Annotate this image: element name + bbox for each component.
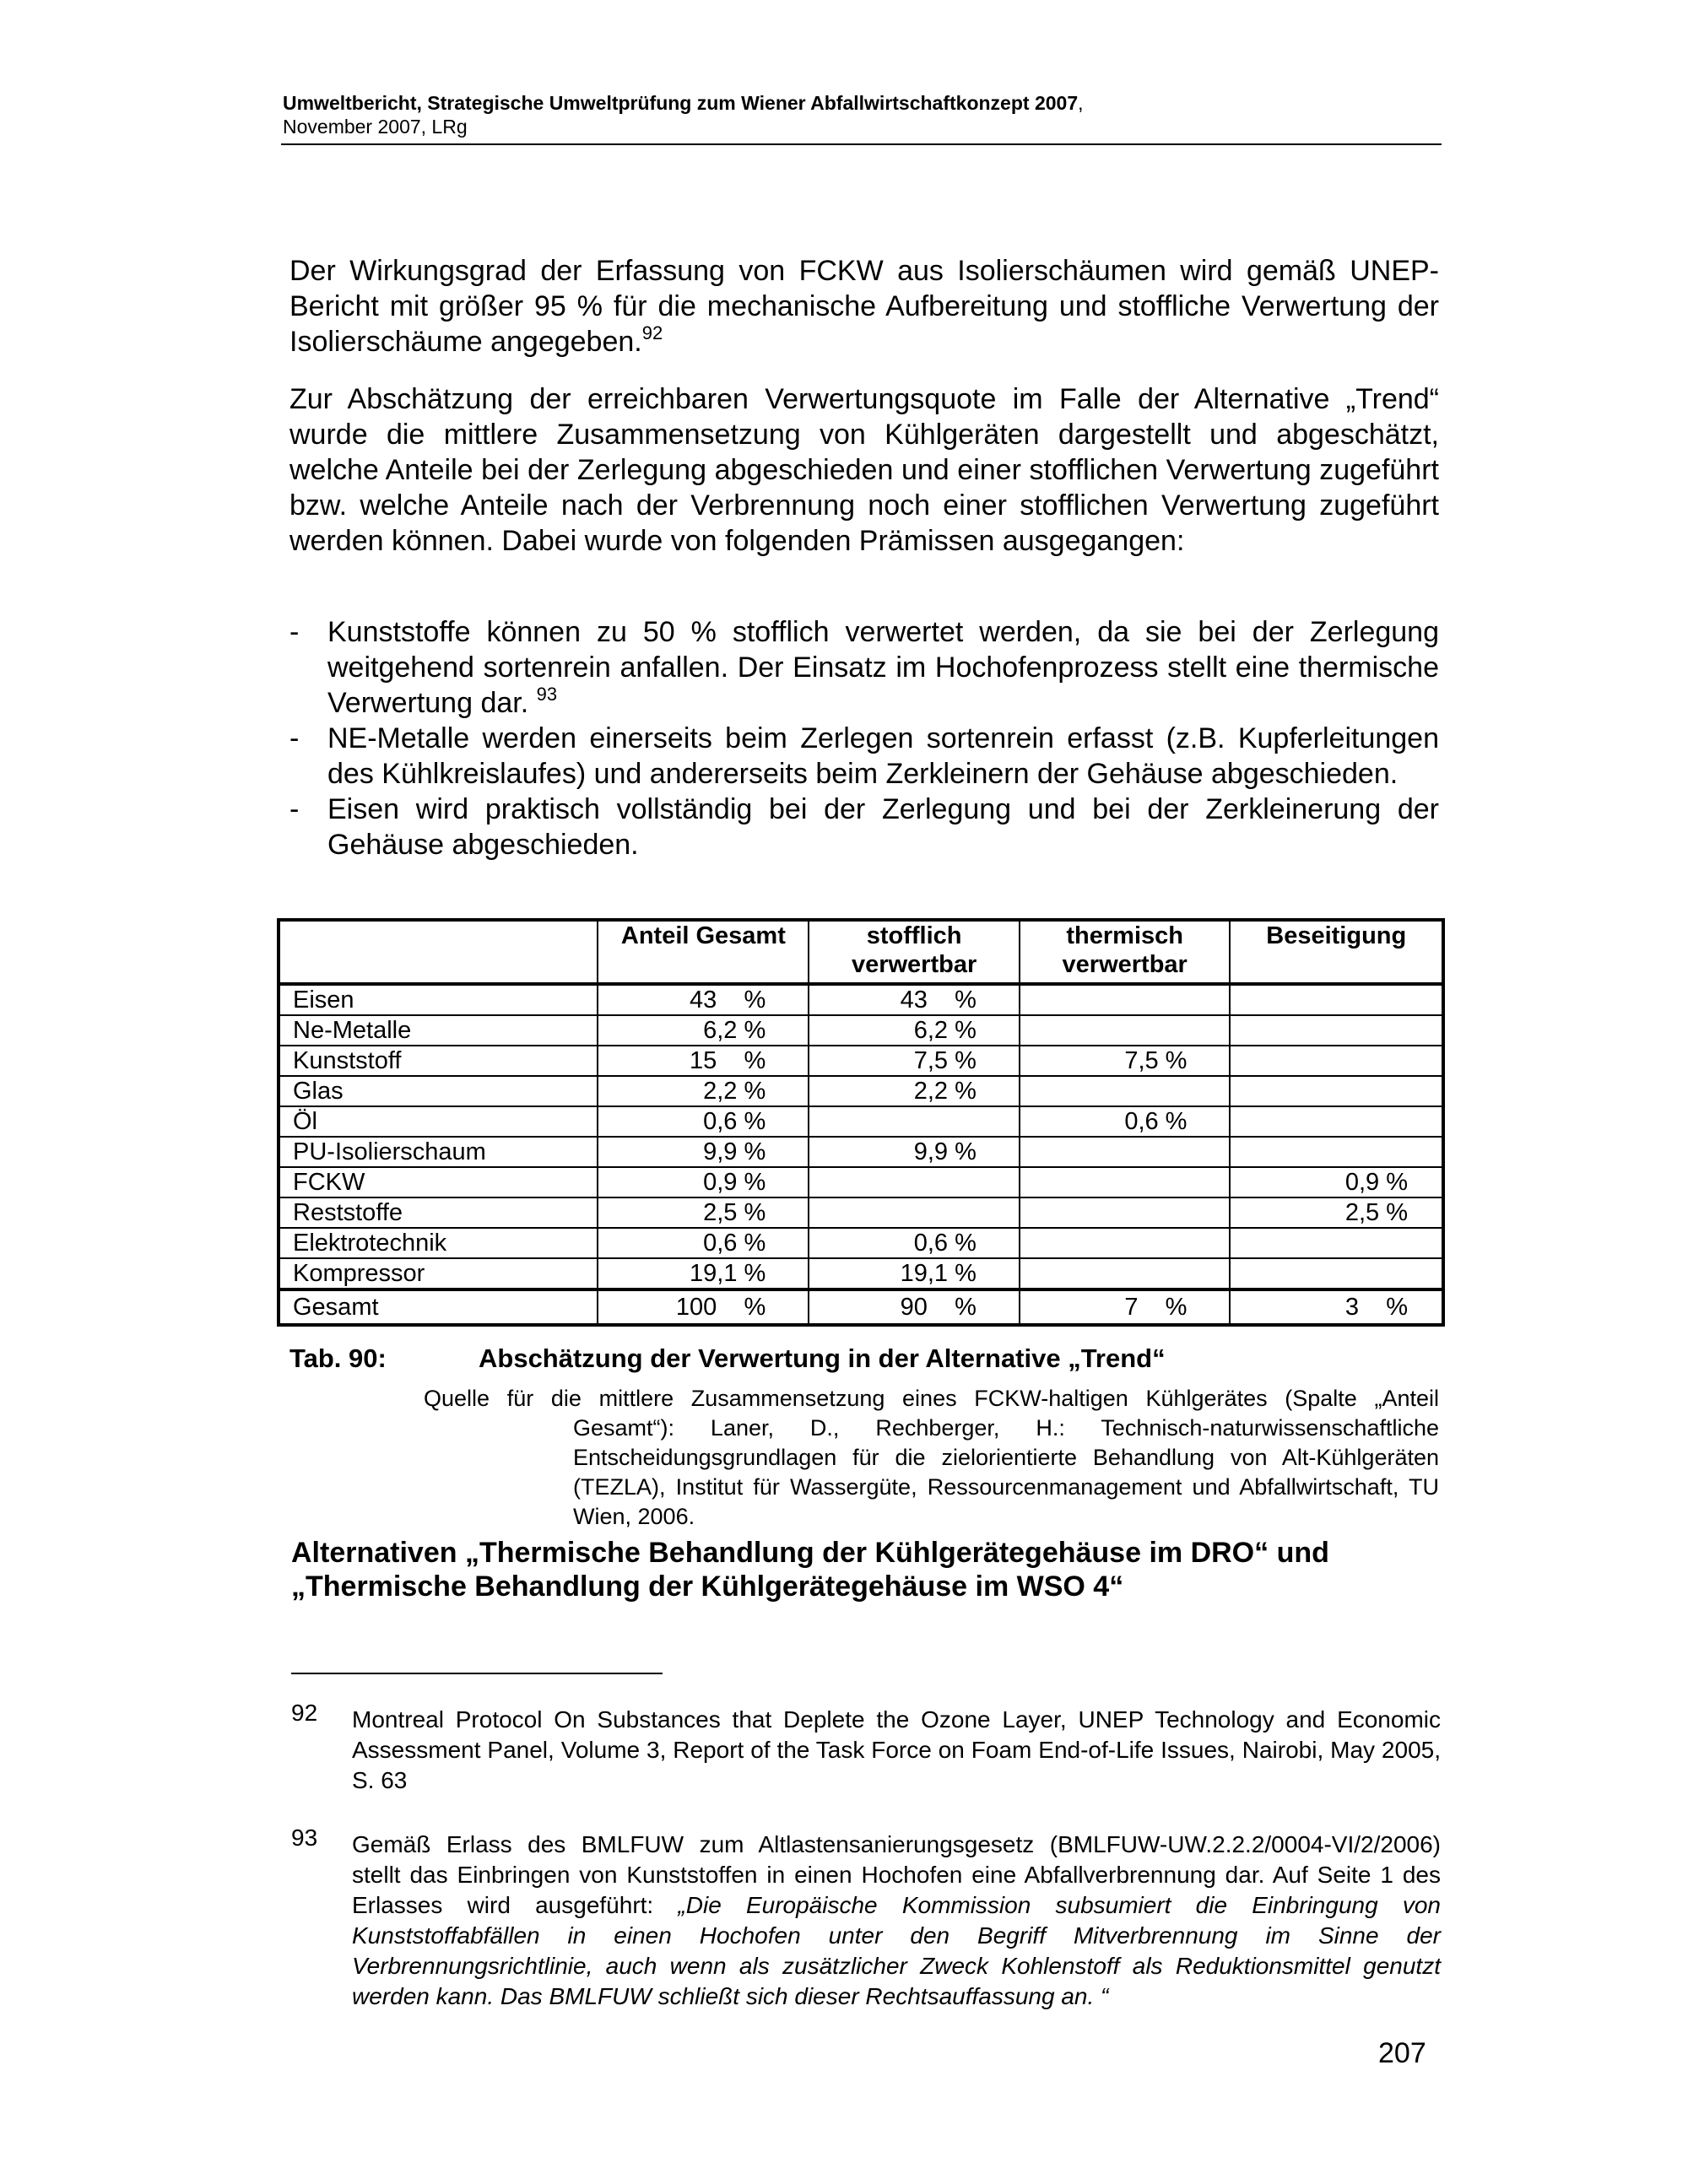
footnote-text [352, 1830, 1441, 2012]
row-label: Kunststoff [279, 1046, 598, 1076]
total-anteil: 100 % [598, 1289, 809, 1325]
row-label: Glas [279, 1076, 598, 1106]
table-row [279, 1167, 1443, 1197]
cell-beseitigung [1230, 1015, 1443, 1046]
cell-stofflich: 2,2 % [809, 1076, 1020, 1106]
list-item-text: NE-Metalle werden einerseits beim Zerlegen sortenrein erfasst (z.B. Kupferleitungen des Kühlkreislaufes) und andererseits beim Zerkleinern der Gehäuse abgeschieden. [327, 722, 1439, 790]
row-label: Öl [279, 1106, 598, 1137]
row-label: Ne-Metalle [279, 1015, 598, 1046]
cell-anteil: 2,5 % [598, 1197, 809, 1228]
list-item [289, 792, 1439, 862]
cell-beseitigung [1230, 1046, 1443, 1076]
cell-thermisch [1020, 1258, 1231, 1289]
footnote-92 [291, 1700, 1441, 1796]
cell-beseitigung [1230, 1106, 1443, 1137]
list-item-text: Kunststoffe können zu 50 % stofflich verwertet werden, da sie bei der Zerlegung weitgehend sortenrein anfallen. Der Einsatz im Hochofenprozess stellt eine thermische Verwertung dar. [327, 616, 1439, 719]
table-row [279, 1106, 1443, 1137]
table-total-row [279, 1289, 1443, 1325]
table-row [279, 1015, 1443, 1046]
cell-thermisch: 0,6 % [1020, 1106, 1231, 1137]
footnote-text: Montreal Protocol On Substances that Deplete the Ozone Layer, UNEP Technology and Economic Assessment Panel, Volume 3, Report of the Task Force on Foam End-of-Life Issues, Nairobi, May 2005, S. 63 [352, 1706, 1441, 1793]
header-divider [281, 143, 1442, 145]
cell-thermisch [1020, 1228, 1231, 1258]
page-number: 207 [1378, 2037, 1426, 2069]
header-cell-beseitigung: Beseitigung [1230, 920, 1443, 984]
cell-stofflich: 9,9 % [809, 1137, 1020, 1167]
bullet-dash: - [289, 616, 300, 648]
cell-stofflich [809, 1106, 1020, 1137]
cell-anteil: 0,6 % [598, 1106, 809, 1137]
paragraph-2-text: Zur Abschätzung der erreichbaren Verwertungsquote im Falle der Alternative „Trend“ wurde die mittlere Zusammensetzung von Kühlgeräten dargestellt und abgeschätzt, welche Anteile bei der Zerlegung abgeschieden und einer stofflichen Verwertung zugeführt bzw. welche Anteile nach der Verbrennung noch einer stofflichen Verwertung zugeführt werden können. Dabei wurde von folgenden Prämissen ausgegangen: [289, 383, 1439, 557]
cell-thermisch [1020, 1197, 1231, 1228]
total-thermisch: 7 % [1020, 1289, 1231, 1325]
cell-beseitigung [1230, 1076, 1443, 1106]
cell-anteil: 43 % [598, 984, 809, 1015]
header-cell-stofflich: stofflich verwertbar [809, 920, 1020, 984]
cell-beseitigung [1230, 1258, 1443, 1289]
table-row [279, 1258, 1443, 1289]
footnote-text-plain: Gemäß Erlass des BMLFUW zum Altlastensanierungsgesetz (BMLFUW-UW.2.2.2/0004-VI/2/2006) stellt das Einbringen von Kunststoffen in einen Hochofen eine Abfallverbrennung dar. Auf Seite 1 des Erlasses wird ausgeführt: [352, 1831, 1441, 1918]
cell-stofflich [809, 1197, 1020, 1228]
table-row [279, 1076, 1443, 1106]
table-row [279, 1046, 1443, 1076]
paragraph-1-text: Der Wirkungsgrad der Erfassung von FCKW aus Isolierschäumen wird gemäß UNEP-Bericht mit größer 95 % für die mechanische Aufbereitung und stoffliche Verwertung der Isolierschäume angegeben. [289, 255, 1439, 358]
cell-anteil: 2,2 % [598, 1076, 809, 1106]
cell-beseitigung [1230, 1137, 1443, 1167]
list-item-text: Eisen wird praktisch vollständig bei der Zerlegung und bei der Zerkleinerung der Gehäuse abgeschieden. [327, 793, 1439, 861]
header-title-comma: , [1078, 92, 1084, 114]
cell-thermisch [1020, 984, 1231, 1015]
total-beseitigung: 3 % [1230, 1289, 1443, 1325]
cell-stofflich: 43 % [809, 984, 1020, 1015]
table-caption [289, 1342, 1166, 1376]
header-cell-anteil-gesamt: Anteil Gesamt [598, 920, 809, 984]
footnote-number: 92 [291, 1700, 318, 1726]
cell-thermisch [1020, 1167, 1231, 1197]
list-item [289, 721, 1439, 792]
row-label: PU-Isolierschaum [279, 1137, 598, 1167]
row-label: Kompressor [279, 1258, 598, 1289]
row-label: Reststoffe [279, 1197, 598, 1228]
cell-anteil: 9,9 % [598, 1137, 809, 1167]
cell-beseitigung: 2,5 % [1230, 1197, 1443, 1228]
bullet-dash: - [289, 722, 300, 754]
running-header [283, 91, 1439, 138]
total-stofflich: 90 % [809, 1289, 1020, 1325]
header-title [283, 91, 1439, 115]
table-row [279, 984, 1443, 1015]
footnote-quote-italic: „Die Europäische Kommission subsumiert die Einbringung von Kunststoffabfällen in einen Hochofen unter den Begriff Mitverbrennung im Sinne der Verbrennungsrichtlinie, auch wenn als zusätzlicher Zweck Kohlenstoff als Reduktionsmittel genutzt werden kann. Das BMLFUW schließt sich dieser Rechtsauffassung an. “ [352, 1892, 1442, 2009]
paragraph-2 [289, 381, 1439, 559]
header-cell-thermisch: thermisch verwertbar [1020, 920, 1231, 984]
table-row [279, 1197, 1443, 1228]
paragraph-1 [289, 253, 1439, 359]
cell-beseitigung: 0,9 % [1230, 1167, 1443, 1197]
cell-beseitigung [1230, 984, 1443, 1015]
footnote-93 [291, 1825, 1442, 2012]
header-title-text: Umweltbericht, Strategische Umweltprüfung zum Wiener Abfallwirtschaftkonzept 2007 [283, 92, 1079, 114]
footnote-ref-92[interactable]: 92 [641, 322, 663, 343]
cell-anteil: 19,1 % [598, 1258, 809, 1289]
caption-text: Abschätzung der Verwertung in der Alternative „Trend“ [479, 1343, 1166, 1373]
footnote-divider [291, 1673, 663, 1674]
cell-thermisch [1020, 1076, 1231, 1106]
cell-thermisch: 7,5 % [1020, 1046, 1231, 1076]
table-source-note [274, 1384, 1439, 1532]
cell-stofflich: 7,5 % [809, 1046, 1020, 1076]
cell-anteil: 0,9 % [598, 1167, 809, 1197]
cell-anteil: 15 % [598, 1046, 809, 1076]
table-header-row [279, 920, 1443, 984]
cell-stofflich: 19,1 % [809, 1258, 1020, 1289]
header-cell-empty [279, 920, 598, 984]
footnote-number: 93 [291, 1825, 318, 1851]
total-label: Gesamt [279, 1289, 598, 1325]
cell-stofflich: 0,6 % [809, 1228, 1020, 1258]
table-body [279, 984, 1443, 1325]
cell-thermisch [1020, 1015, 1231, 1046]
premises-list [289, 614, 1439, 862]
cell-anteil: 0,6 % [598, 1228, 809, 1258]
cell-thermisch [1020, 1137, 1231, 1167]
cell-stofflich: 6,2 % [809, 1015, 1020, 1046]
section-heading-line-1: Alternativen „Thermische Behandlung der Kühlgerätegehäuse im DRO“ und [291, 1537, 1329, 1569]
table-row [279, 1228, 1443, 1258]
section-heading-line-2: „Thermische Behandlung der Kühlgerätegehäuse im WSO 4“ [291, 1570, 1124, 1603]
cell-stofflich [809, 1167, 1020, 1197]
source-text: Quelle für die mittlere Zusammensetzung eines FCKW-haltigen Kühlgerätes (Spalte „Anteil Gesamt“): Laner, D., Rechberger, H.: Technisch-naturwissenschaftliche Entscheidungsgrundlagen für die zielorientierte Behandlung von Alt-Kühlgeräten (TEZLA), Institut für Wassergüte, Ressourcenmanagement und Abfallwirtschaft, TU Wien, 2006. [424, 1386, 1439, 1529]
section-heading [291, 1536, 1441, 1603]
cell-anteil: 6,2 % [598, 1015, 809, 1046]
list-item [289, 614, 1439, 721]
row-label: Elektrotechnik [279, 1228, 598, 1258]
row-label: FCKW [279, 1167, 598, 1197]
bullet-dash: - [289, 793, 300, 825]
header-subtitle: November 2007, LRg [283, 116, 468, 138]
data-table [277, 918, 1445, 1327]
caption-label: Tab. 90: [289, 1343, 387, 1373]
row-label: Eisen [279, 984, 598, 1015]
footnote-ref-93[interactable]: 93 [536, 684, 558, 705]
cell-beseitigung [1230, 1228, 1443, 1258]
table-row [279, 1137, 1443, 1167]
recycling-table [277, 918, 1445, 1327]
